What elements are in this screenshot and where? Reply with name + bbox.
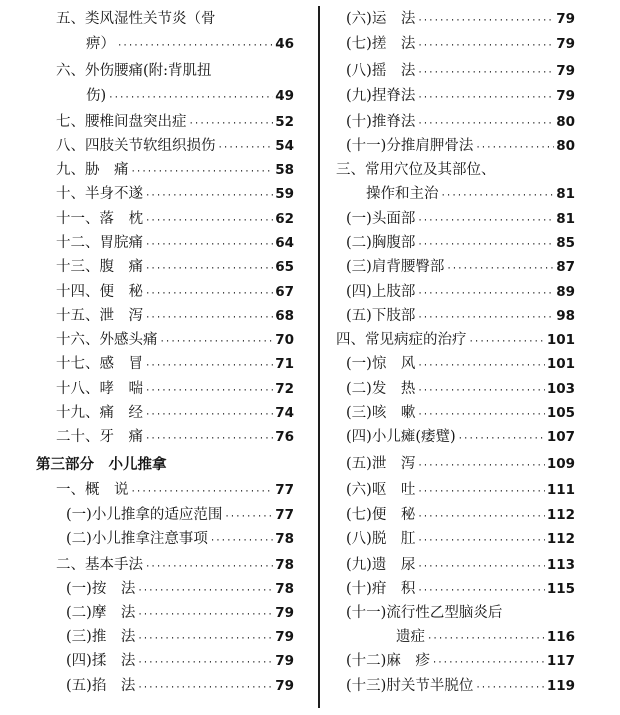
toc-entry-page: 80 xyxy=(556,138,575,154)
toc-entry-title: (四)揉 法 xyxy=(66,653,136,669)
toc-entry-title: 十八、哮 喘 xyxy=(56,381,143,397)
dot-leader xyxy=(145,556,273,579)
dot-leader xyxy=(210,530,273,553)
toc-entry xyxy=(56,281,294,304)
toc-entry-page: 67 xyxy=(275,284,294,300)
dot-leader xyxy=(145,428,273,451)
toc-entry-title: (十一)分推肩胛骨法 xyxy=(346,138,474,154)
dot-leader xyxy=(417,113,554,136)
toc-entry-page: 62 xyxy=(275,211,294,227)
toc-entry-title: (四)小儿瘫(痿躄) xyxy=(346,429,456,445)
toc-entry-page: 101 xyxy=(546,332,575,348)
toc-entry-title: (七)便 秘 xyxy=(346,507,416,523)
dot-leader xyxy=(145,283,273,306)
toc-entry xyxy=(56,378,294,401)
toc-entry xyxy=(56,232,294,255)
toc-entry xyxy=(346,578,575,601)
toc-entry-page: 79 xyxy=(556,63,575,79)
toc-entry xyxy=(66,675,294,698)
toc-entry-page: 85 xyxy=(556,235,575,251)
toc-entry-title: (五)掐 法 xyxy=(66,678,136,694)
toc-entry-page: 103 xyxy=(546,381,575,397)
toc-entry-page: 79 xyxy=(556,88,575,104)
dot-leader xyxy=(137,628,273,651)
toc-entry-title: (六)呕 吐 xyxy=(346,482,416,498)
toc-entry-page: 116 xyxy=(546,629,575,645)
dot-leader xyxy=(145,307,273,330)
toc-entry xyxy=(396,626,575,649)
toc-entry-title: 十六、外感头痛 xyxy=(56,332,158,348)
toc-entry xyxy=(346,650,575,673)
toc-entry-title: 十、半身不遂 xyxy=(56,186,143,202)
toc-entry-title: 十一、落 枕 xyxy=(56,211,143,227)
toc-entry xyxy=(56,256,294,279)
toc-entry-page: 46 xyxy=(275,36,294,52)
toc-entry-page: 101 xyxy=(546,356,575,372)
toc-entry xyxy=(56,111,294,134)
dot-leader xyxy=(417,404,544,427)
toc-entry-page: 77 xyxy=(275,507,294,523)
toc-entry-page: 80 xyxy=(556,114,575,130)
toc-entry xyxy=(336,329,575,352)
toc-entry xyxy=(346,33,575,56)
toc-entry xyxy=(56,353,294,376)
toc-entry xyxy=(346,208,575,231)
toc-entry-title: (十)疳 积 xyxy=(346,581,416,597)
toc-entry-title: 九、胁 痛 xyxy=(56,162,129,178)
toc-entry-page: 113 xyxy=(546,557,575,573)
toc-entry xyxy=(346,554,575,577)
dot-leader xyxy=(137,580,273,603)
toc-entry-title: (七)搓 法 xyxy=(346,36,416,52)
toc-entry xyxy=(346,479,575,502)
toc-entry-title: 十三、腹 痛 xyxy=(56,259,143,275)
toc-entry xyxy=(346,504,575,527)
dot-leader xyxy=(458,428,545,451)
toc-entry-title: (八)脱 肛 xyxy=(346,531,416,547)
toc-entry-title: 六、外伤腰痛(附:背肌扭 xyxy=(56,63,212,79)
toc-entry-title: (三)推 法 xyxy=(66,629,136,645)
toc-entry-title: 七、腰椎间盘突出症 xyxy=(56,114,187,130)
toc-entry xyxy=(346,305,575,328)
dot-leader xyxy=(469,331,545,354)
toc-entry-title: 遗症 xyxy=(396,629,425,645)
dot-leader xyxy=(417,530,544,553)
dot-leader xyxy=(417,10,554,33)
toc-entry xyxy=(56,479,294,502)
toc-entry-title: (十一)流行性乙型脑炎后 xyxy=(346,605,503,621)
toc-entry-page: 76 xyxy=(275,429,294,445)
toc-entry-title: (一)按 法 xyxy=(66,581,136,597)
toc-entry xyxy=(66,504,294,527)
dot-leader xyxy=(417,506,544,529)
column-divider xyxy=(318,6,320,708)
toc-entry xyxy=(346,60,575,83)
dot-leader xyxy=(145,404,273,427)
toc-entry-page: 78 xyxy=(275,557,294,573)
toc-entry xyxy=(346,256,575,279)
toc-entry-title: 三、常用穴位及其部位、 xyxy=(336,162,496,178)
toc-entry xyxy=(346,402,575,425)
toc-entry-page: 64 xyxy=(275,235,294,251)
toc-entry-page: 87 xyxy=(556,259,575,275)
toc-entry-page: 79 xyxy=(275,678,294,694)
toc-entry-title: (五)泄 泻 xyxy=(346,456,416,472)
toc-entry xyxy=(346,111,575,134)
toc-entry-title: 十二、胃脘痛 xyxy=(56,235,143,251)
toc-entry-title: (二)摩 法 xyxy=(66,605,136,621)
dot-leader xyxy=(189,113,274,136)
toc-entry xyxy=(346,426,575,449)
toc-entry-page: 70 xyxy=(275,332,294,348)
dot-leader xyxy=(432,652,545,675)
toc-entry xyxy=(346,528,575,551)
toc-entry xyxy=(56,208,294,231)
toc-entry-title: 一、概 说 xyxy=(56,482,129,498)
dot-leader xyxy=(145,355,273,378)
toc-entry-page: 98 xyxy=(556,308,575,324)
dot-leader xyxy=(137,652,273,675)
dot-leader xyxy=(417,62,554,85)
toc-entry-title: 十七、感 冒 xyxy=(56,356,143,372)
toc-entry-page: 58 xyxy=(275,162,294,178)
toc-entry-title: 痹） xyxy=(86,36,115,52)
toc-entry-page: 79 xyxy=(556,11,575,27)
dot-leader xyxy=(417,481,544,504)
toc-entry xyxy=(346,85,575,108)
dot-leader xyxy=(137,604,273,627)
toc-entry-page: 79 xyxy=(275,653,294,669)
toc-entry-page: 77 xyxy=(275,482,294,498)
dot-leader xyxy=(145,210,273,233)
toc-entry xyxy=(56,402,294,425)
dot-leader xyxy=(417,580,544,603)
toc-entry xyxy=(56,159,294,182)
toc-entry-title: (五)下肢部 xyxy=(346,308,416,324)
toc-entry-title: (六)运 法 xyxy=(346,11,416,27)
toc-entry-title: (一)小儿推拿的适应范围 xyxy=(66,507,223,523)
toc-entry xyxy=(66,578,294,601)
toc-entry xyxy=(346,675,575,698)
toc-entry-title: 十五、泄 泻 xyxy=(56,308,143,324)
dot-leader xyxy=(117,35,273,58)
toc-entry xyxy=(56,135,294,158)
toc-entry-title: (二)小儿推拿注意事项 xyxy=(66,531,208,547)
dot-leader xyxy=(417,380,544,403)
toc-entry-title: (三)肩背腰臀部 xyxy=(346,259,445,275)
toc-entry xyxy=(66,626,294,649)
toc-entry-title: 二十、牙 痛 xyxy=(56,429,143,445)
dot-leader xyxy=(417,234,554,257)
dot-leader xyxy=(145,258,273,281)
dot-leader xyxy=(417,283,554,306)
toc-entry xyxy=(346,8,575,31)
dot-leader xyxy=(475,677,544,700)
toc-entry xyxy=(346,135,575,158)
dot-leader xyxy=(218,137,274,160)
toc-entry-page: 78 xyxy=(275,531,294,547)
toc-entry-title: (十三)肘关节半脱位 xyxy=(346,678,474,694)
toc-entry-title: 操作和主治 xyxy=(366,186,439,202)
toc-entry-title: (九)捏脊法 xyxy=(346,88,416,104)
section-heading: 第三部分 小儿推拿 xyxy=(36,456,167,473)
dot-leader xyxy=(145,380,273,403)
dot-leader xyxy=(427,628,545,651)
toc-entry xyxy=(66,602,294,625)
toc-entry-page: 79 xyxy=(275,629,294,645)
toc-entry-page: 81 xyxy=(556,211,575,227)
toc-entry-page: 105 xyxy=(546,405,575,421)
toc-entry-page: 107 xyxy=(546,429,575,445)
dot-leader xyxy=(145,185,273,208)
dot-leader xyxy=(475,137,554,160)
toc-entry xyxy=(56,426,294,449)
toc-entry-title: (四)上肢部 xyxy=(346,284,416,300)
toc-entry-page: 112 xyxy=(546,531,575,547)
toc-entry xyxy=(86,33,294,56)
toc-entry-title: (十)推脊法 xyxy=(346,114,416,130)
dot-leader xyxy=(131,481,274,504)
toc-entry-title: 十九、痛 经 xyxy=(56,405,143,421)
toc-entry-page: 74 xyxy=(275,405,294,421)
toc-entry-page: 79 xyxy=(556,36,575,52)
toc-entry-title: 二、基本手法 xyxy=(56,557,143,573)
toc-entry-title: (二)发 热 xyxy=(346,381,416,397)
toc-entry-page: 54 xyxy=(275,138,294,154)
toc-entry-title: (一)头面部 xyxy=(346,211,416,227)
toc-entry-title: 十四、便 秘 xyxy=(56,284,143,300)
toc-entry-page: 79 xyxy=(275,605,294,621)
toc-entry-page: 112 xyxy=(546,507,575,523)
dot-leader xyxy=(131,161,274,184)
dot-leader xyxy=(224,506,273,529)
toc-entry xyxy=(346,232,575,255)
toc-entry-title: (一)惊 风 xyxy=(346,356,416,372)
toc-entry-page: 59 xyxy=(275,186,294,202)
toc-entry-page: 109 xyxy=(546,456,575,472)
toc-entry xyxy=(56,554,294,577)
toc-entry xyxy=(346,453,575,476)
toc-entry-title: (三)咳 嗽 xyxy=(346,405,416,421)
toc-entry-page: 68 xyxy=(275,308,294,324)
dot-leader xyxy=(145,234,273,257)
dot-leader xyxy=(137,677,273,700)
toc-entry-page: 111 xyxy=(546,482,575,498)
toc-entry-page: 117 xyxy=(546,653,575,669)
toc-entry-page: 89 xyxy=(556,284,575,300)
toc-entry xyxy=(56,183,294,206)
dot-leader xyxy=(417,355,544,378)
toc-entry-page: 71 xyxy=(275,356,294,372)
toc-entry xyxy=(66,650,294,673)
dot-leader xyxy=(441,185,555,208)
toc-entry-page: 52 xyxy=(275,114,294,130)
toc-entry-page: 72 xyxy=(275,381,294,397)
toc-entry-page: 49 xyxy=(275,88,294,104)
dot-leader xyxy=(417,210,554,233)
toc-entry-title: (十二)麻 疹 xyxy=(346,653,430,669)
dot-leader xyxy=(417,87,554,110)
toc-entry xyxy=(56,329,294,352)
dot-leader xyxy=(160,331,274,354)
toc-entry xyxy=(346,378,575,401)
toc-entry-page: 115 xyxy=(546,581,575,597)
dot-leader xyxy=(417,307,554,330)
toc-entry-title: (八)摇 法 xyxy=(346,63,416,79)
dot-leader xyxy=(417,35,554,58)
toc-entry-title: 伤) xyxy=(86,88,107,104)
toc-entry xyxy=(346,353,575,376)
toc-entry xyxy=(56,305,294,328)
toc-entry-title: (九)遗 尿 xyxy=(346,557,416,573)
toc-entry xyxy=(86,85,294,108)
toc-entry xyxy=(366,183,575,206)
dot-leader xyxy=(417,556,544,579)
dot-leader xyxy=(446,258,554,281)
toc-entry xyxy=(66,528,294,551)
toc-entry-title: 四、常见病症的治疗 xyxy=(336,332,467,348)
toc-entry-title: 五、类风湿性关节炎（骨 xyxy=(56,11,216,27)
toc-entry xyxy=(346,281,575,304)
toc-entry-title: (二)胸腹部 xyxy=(346,235,416,251)
dot-leader xyxy=(417,455,544,478)
toc-entry-title: 八、四肢关节软组织损伤 xyxy=(56,138,216,154)
dot-leader xyxy=(108,87,273,110)
toc-entry-page: 81 xyxy=(556,186,575,202)
toc-entry-page: 119 xyxy=(546,678,575,694)
toc-entry-page: 78 xyxy=(275,581,294,597)
toc-entry-page: 65 xyxy=(275,259,294,275)
